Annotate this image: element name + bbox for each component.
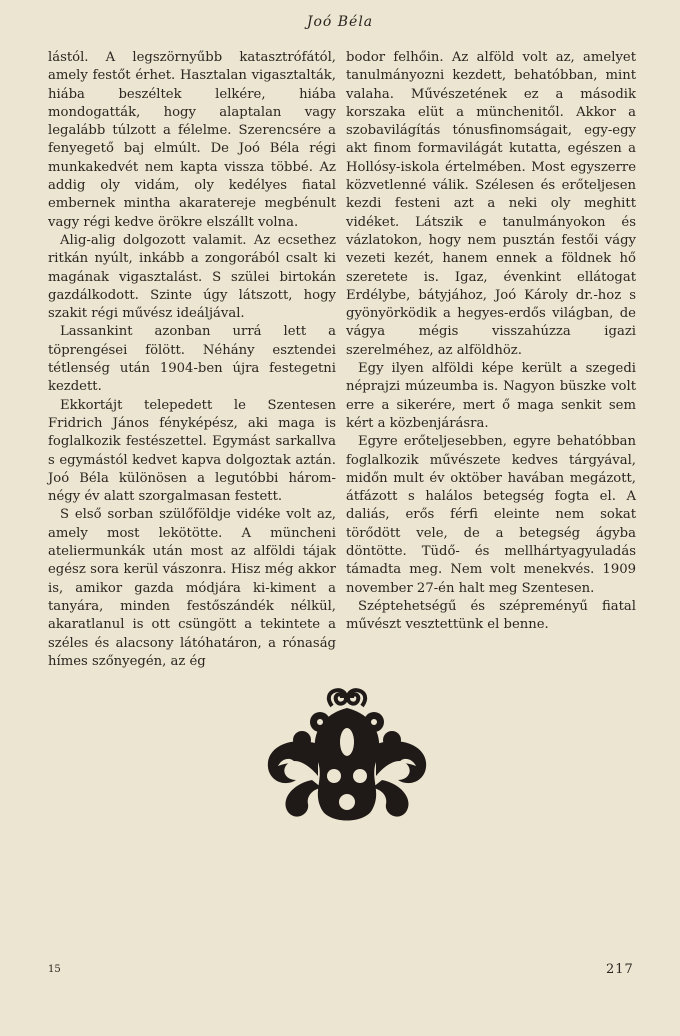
paragraph: Egyre erőteljesebben, egyre behatóbban foglalkozik művészete kedves tárgyával, midőn mult év oktöber havában megázott, átfázott s halálos betegség fogta el. A daliás, erős férfi eleinte nem sokat törődött vele, de a betegség ágyba döntötte. Tüdő- és mellhártyagyuladás támadta meg. Nem volt menekvés. 1909 november 27-én halt meg Szentesen. — [346, 434, 636, 596]
left-column — [48, 49, 336, 671]
paragraph: Egy ilyen alföldi képe került a szegedi néprajzi múzeumba is. Nagyon büszke volt erre a sikerére, mert ő maga senkit sem kért a közbenjárásra. — [346, 361, 636, 431]
signature-mark: 15 — [48, 964, 61, 975]
paragraph: S első sorban szülőföldje vidéke volt az, amely most lekötötte. A müncheni ateliermunkák után most az alföldi tájak egész sora kerül vászonra. Hisz még akkor is, amikor gazda módjára ki-kiment a tanyára, minden festőszándék nélkül, akaratlanul is ott csüngött a tekintete a széles és alacsony látóhatáron, a rónaság hímes szőnyegén, az ég — [48, 507, 336, 669]
floral-ornament-icon — [262, 684, 432, 842]
right-column — [346, 49, 636, 635]
running-header: Joó Béla — [306, 14, 374, 30]
paragraph: bodor felhőin. Az alföld volt az, amelyet tanulmányozni kezdett, behatóbban, mint valaha. Művészetének ez a második korszaka elüt a münchenitől. Akkor a szobavilágítás tónusfinomságait, egy-egy akt finom formavilágát kutatta, egészen a Hollósy-iskola értelmében. Most egyszerre közvetlenné válik. Szélesen és erőteljesen kezdi festeni azt a neki oly meghitt vidéket. Látszik e tanulmányokon és vázlatokon, hogy nem pusztán festői vágy vezeti kezét, hanem ennek a földnek hő szeretete is. Igaz, évenkint ellátogat Erdélybe, bátyjához, Joó Károly dr.-hoz s gyönyörködik a hegyes-erdős világban, de vágya mégis visszahúzza igazi szerelméhez, az alföldhöz. — [346, 50, 636, 358]
paragraph: Széptehetségű és szépreményű fiatal művészt vesztettünk el benne. — [346, 598, 636, 633]
paragraph: Alig-alig dolgozott valamit. Az ecsethez ritkán nyúlt, inkább a zongorából csalt ki magának vigasztalást. S szülei birtokán gazdálkodott. Szinte úgy látszott, hogy szakit régi művész ideáljával. — [48, 232, 336, 322]
paragraph: Ekkortájt telepedett le Szentesen Fridrich János fényképész, aki maga is foglalkozik festészettel. Egymást sarkallva s egymástól kedvet kapva dolgoztak aztán. Joó Béla különösen a legutóbbi három-négy év alatt szorgalmasan festett. — [48, 397, 336, 505]
paragraph: lástól. A legszörnyűbb katasztrófától, amely festőt érhet. Hasztalan vigasztalták, hiába beszéltek lelkére, hiába mondogatták, hogy alaptalan vagy legalább túlzott a félelme. Szerencsére a fenyegető baj elmúlt. De Joó Béla régi munkakedvét nem kapta vissza többé. Az addig oly vidám, oly kedélyes fiatal embernek mintha akaratereje megbénult vagy régi kedve örökre elszállt volna. — [48, 50, 336, 230]
page-number: 217 — [606, 962, 634, 977]
paragraph: Lassankint azonban urrá lett a töprengései fölött. Néhány esztendei tétlenség után 1904-ben újra festegetni kezdett. — [48, 324, 336, 395]
